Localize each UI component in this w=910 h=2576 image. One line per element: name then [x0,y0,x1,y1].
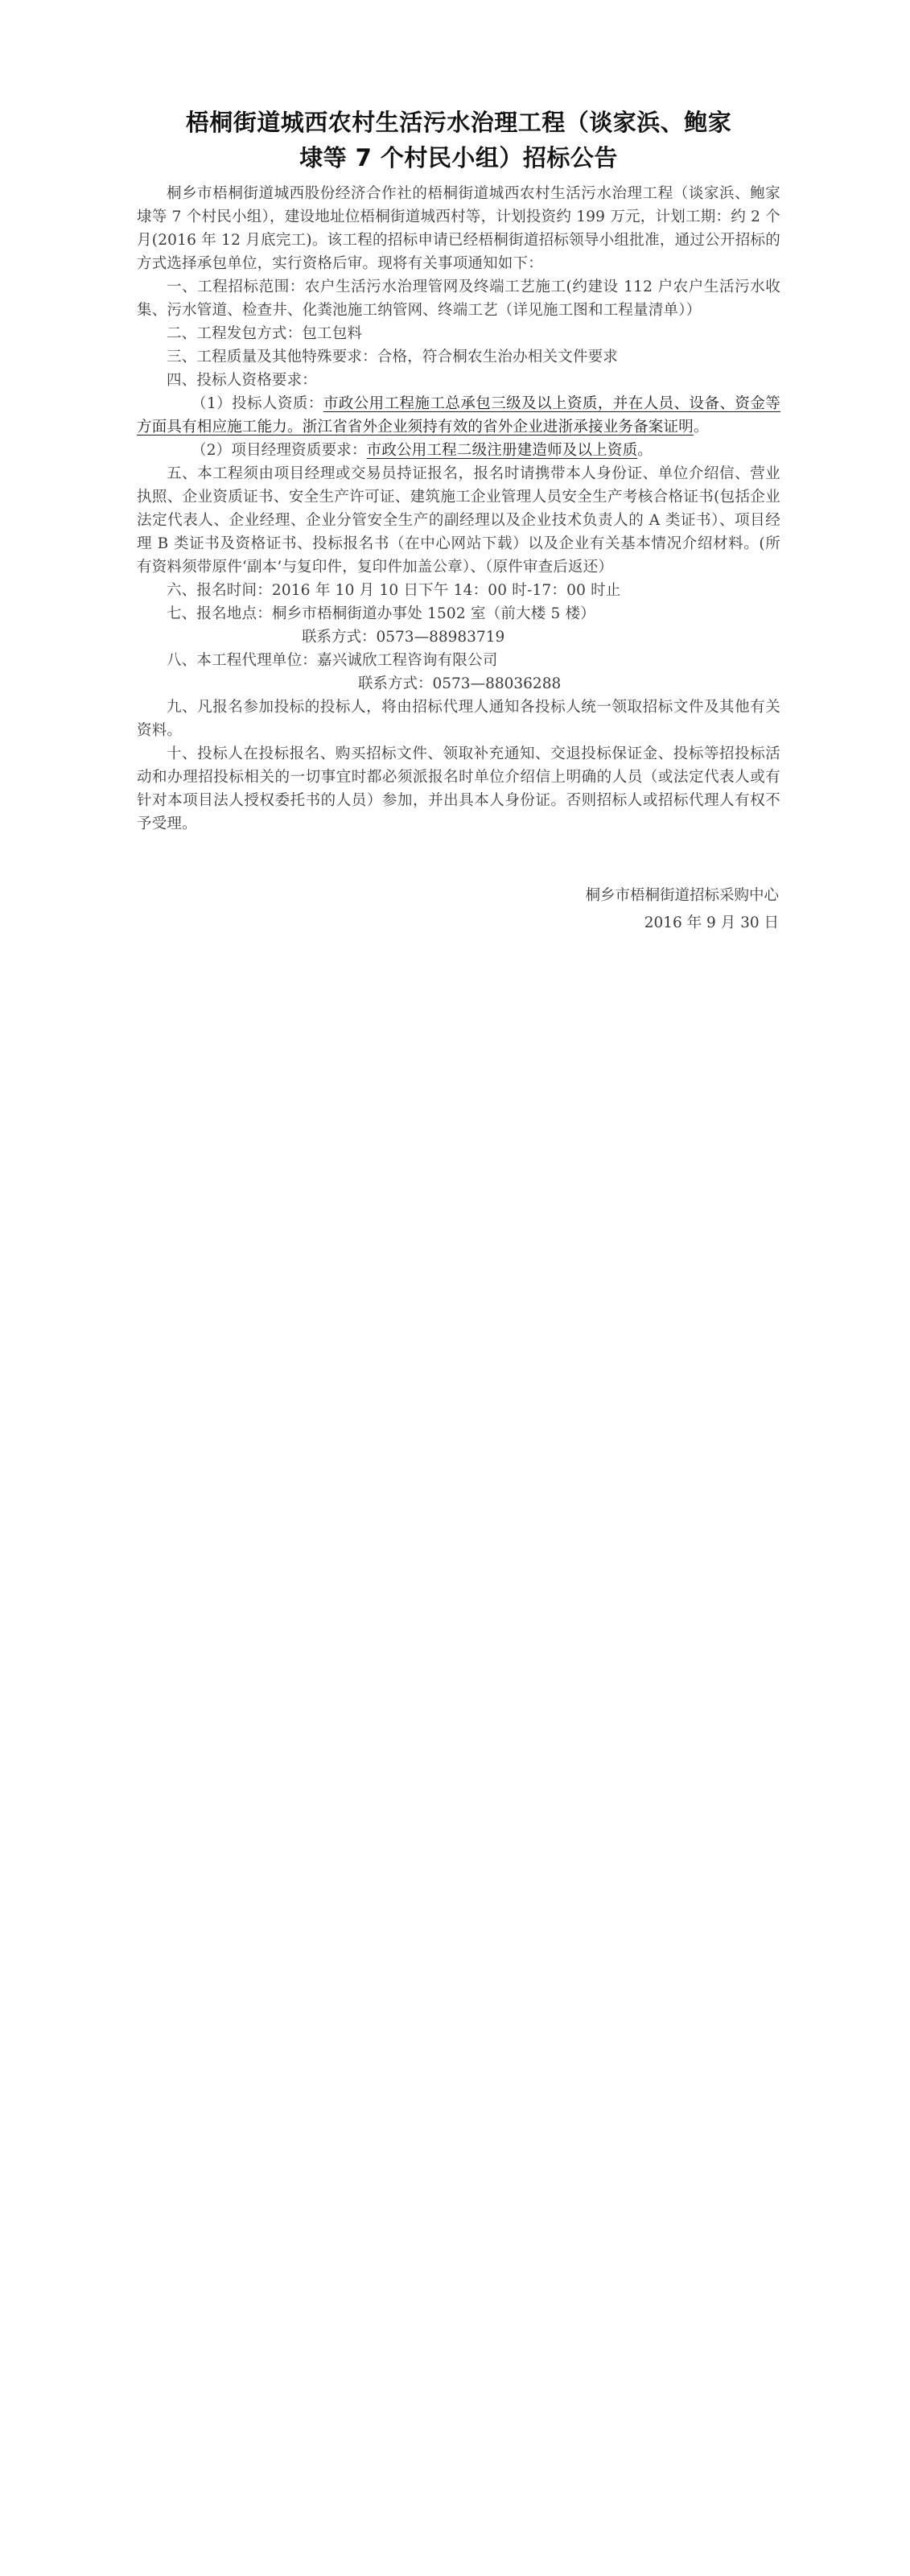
item-qual-manager [137,439,780,462]
qual-manager-label: （2）项目经理资质要求： [191,442,367,459]
item-contract-mode: 二、工程发包方式：包工包料 [167,325,363,342]
item-registration-time: 六、报名时间：2016 年 10 月 10 日下午 14：00 时-17：00 时止 [167,582,621,599]
notice-document [137,105,780,937]
signature-block [137,882,780,937]
intro-paragraph: 桐乡市梧桐街道城西股份经济合作社的梧桐街道城西农村生活污水治理工程（谈家浜、鲍家埭等 7 个村民小组），建设地址位梧桐街道城西村等，计划投资约 199 万元，计划工期：约 2 个月(2016 年 12 月底完工)。该工程的招标申请已经梧桐街道招标领导小组批准，通过公开招标的方式选择承包单位，实行资格后审。现将有关事项通知如下： [137,185,780,272]
item-scope: 一、工程招标范围：农户生活污水治理管网及终端工艺施工(约建设 112 户农户生活污水收集、污水管道、检查井、化粪池施工纳管网、终端工艺（详见施工图和工程量清单）） [137,279,780,319]
agent-contact: 联系方式：0573—88036288 [358,675,562,692]
title-line-1: 梧桐街道城西农村生活污水治理工程（谈家浜、鲍家 [185,109,732,136]
item-registration-docs: 五、本工程须由项目经理或交易员持证报名，报名时请携带本人身份证、单位介绍信、营业执照、企业资质证书、安全生产许可证、建筑施工企业管理人员安全生产考核合格证书(包括企业法定代表人、企业经理、企业分管安全生产的副经理以及企业技术负责人的 A 类证书）、项目经理 B 类证书及资格证书、投标报名书（在中心网站下载）以及企业有关基本情况介绍材料。(所有资料须带原件‘副本’与复印件，复印件加盖公章）、（原件审查后返还） [137,465,780,576]
registration-contact: 联系方式：0573—88983719 [302,629,505,646]
qual-bidder-end: 。 [693,419,709,436]
item-agent: 八、本工程代理单位：嘉兴诚欣工程咨询有限公司 [167,652,498,669]
signature-org: 桐乡市梧桐街道招标采购中心 [585,887,779,904]
item-notice-nine: 九、凡报名参加投标的投标人，将由招标代理人通知各投标人统一领取招标文件及其他有关资料。 [137,699,780,739]
item-qual-bidder [137,392,780,439]
title-line-2: 埭等 7 个村民小组）招标公告 [299,144,618,171]
notice-title [137,105,780,175]
item-notice-ten: 十、投标人在投标报名、购买招标文件、领取补充通知、交退投标保证金、投标等招投标活动和办理招投标相关的一切事宜时都必须派报名时单位介绍信上明确的人员（或法定代表人或有针对本项目法人授权委托书的人员）参加，并出具本人身份证。否则招标人或招标代理人有权不予受理。 [137,745,780,832]
qual-manager-end: 。 [637,442,653,459]
item-qualification-heading: 四、投标人资格要求： [167,372,318,389]
item-registration-place: 七、报名地点：桐乡市梧桐街道办事处 1502 室（前大楼 5 楼） [167,605,595,622]
qual-bidder-label: （1）投标人资质： [191,395,323,412]
item-quality: 三、工程质量及其他特殊要求：合格，符合桐农生治办相关文件要求 [167,349,619,365]
qual-manager-requirement: 市政公用工程二级注册建造师及以上资质 [366,442,638,459]
qual-bidder-requirement: 市政公用工程施工总承包三级及以上资质，并在人员、设备、资金等方面具有相应施工能力。浙江省省外企业须持有效的省外企业进浙承接业务备案证明 [137,395,780,436]
signature-date: 2016 年 9 月 30 日 [644,914,779,931]
